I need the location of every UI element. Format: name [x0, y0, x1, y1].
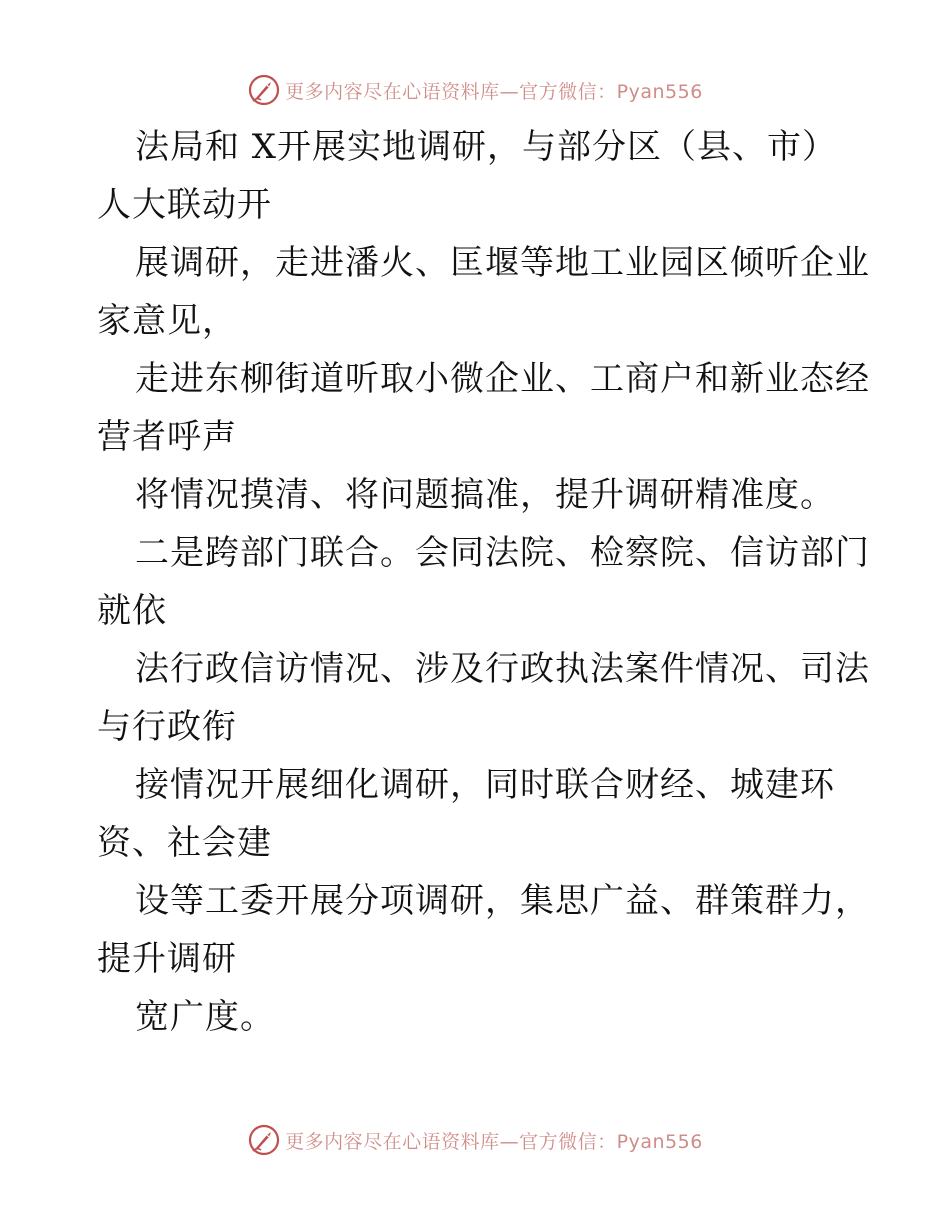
text-line: 人大联动开	[97, 185, 272, 225]
text-line: 法行政信访情况、涉及行政执法案件情况、司法	[135, 649, 870, 689]
text-line: 提升调研	[97, 939, 237, 979]
text-line: 法局和 X开展实地调研，与部分区（县、市）	[135, 127, 838, 167]
text-line: 二是跨部门联合。会同法院、检察院、信访部门	[135, 533, 870, 573]
pen-logo-icon	[247, 1123, 281, 1157]
text-line: 与行政衔	[97, 707, 237, 747]
footer-watermark	[0, 1120, 950, 1160]
document-body	[97, 118, 870, 1046]
text-line: 营者呼声	[97, 417, 237, 457]
text-line: 将情况摸清、将问题搞准，提升调研精准度。	[135, 475, 835, 515]
text-line: 设等工委开展分项调研，集思广益、群策群力，	[135, 881, 870, 921]
text-line: 家意见，	[97, 301, 237, 341]
watermark-text: 更多内容尽在心语资料库—官方微信：Pyan556	[285, 1130, 703, 1153]
text-line: 宽广度。	[135, 997, 275, 1037]
header-watermark	[0, 70, 950, 110]
text-line: 接情况开展细化调研，同时联合财经、城建环	[135, 765, 835, 805]
text-line: 资、社会建	[97, 823, 272, 863]
watermark-text: 更多内容尽在心语资料库—官方微信：Pyan556	[285, 80, 703, 103]
pen-logo-icon	[247, 73, 281, 107]
text-line: 就依	[97, 591, 167, 631]
text-line: 展调研，走进潘火、匡堰等地工业园区倾听企业	[135, 243, 870, 283]
text-line: 走进东柳街道听取小微企业、工商户和新业态经	[135, 359, 870, 399]
